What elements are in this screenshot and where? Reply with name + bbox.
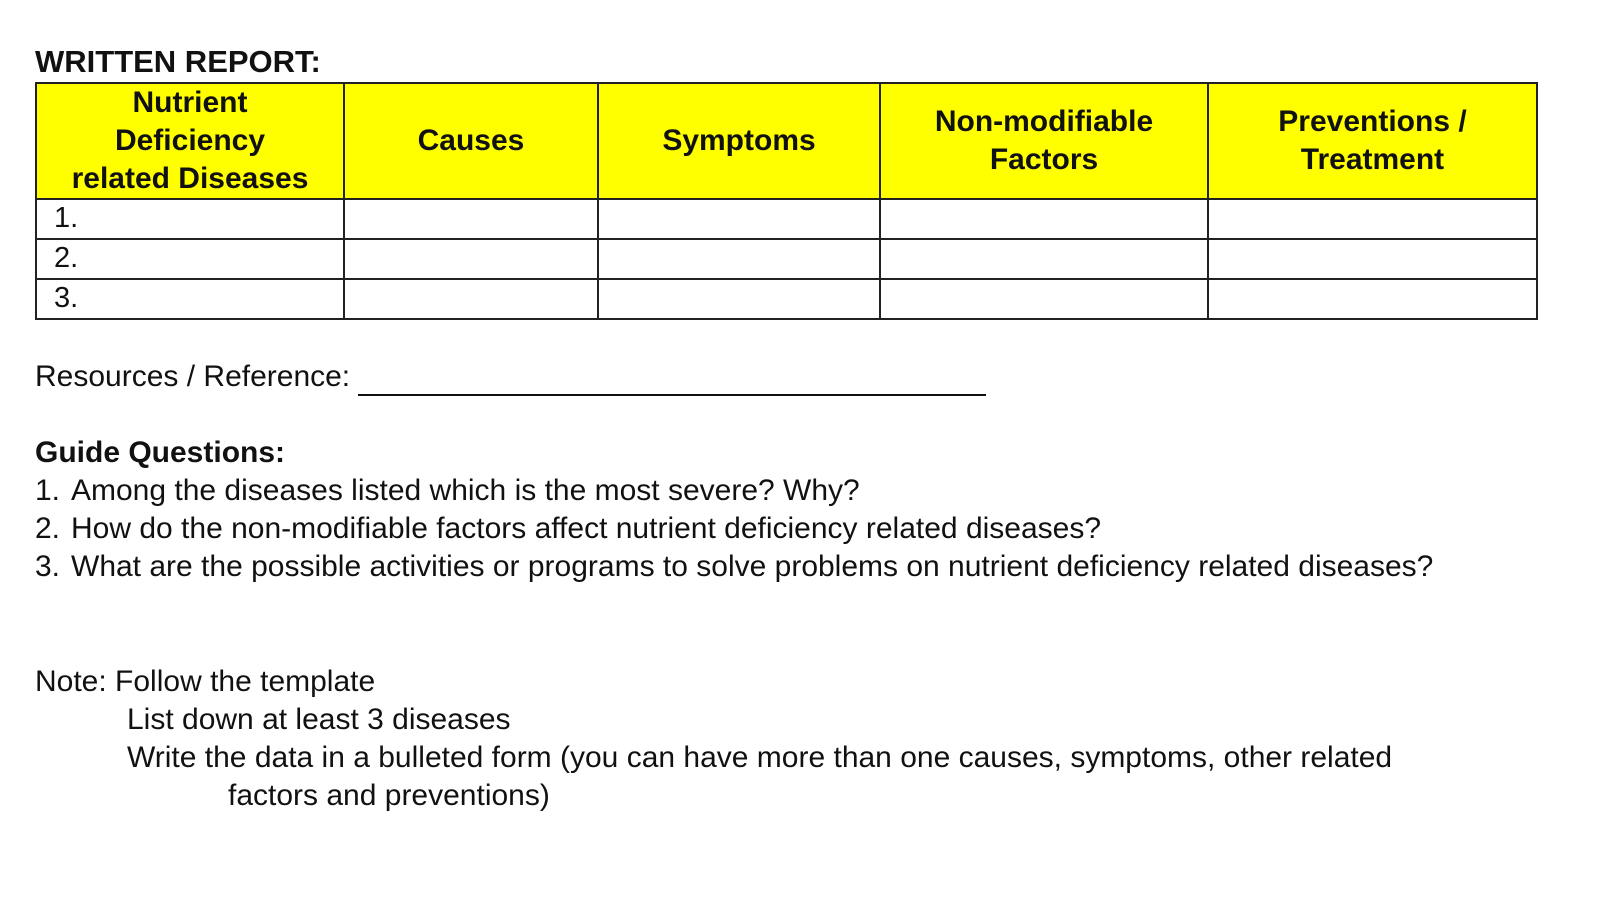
- note-line: List down at least 3 diseases: [127, 703, 511, 736]
- list-item: [35, 548, 1565, 586]
- row-number: 1.: [54, 202, 79, 234]
- header-symptoms: Symptoms: [598, 83, 880, 199]
- note-line: Write the data in a bulleted form (you can have more than one causes, symptoms, other related: [127, 741, 1393, 774]
- factors-cell[interactable]: [880, 199, 1208, 239]
- disease-cell[interactable]: [36, 279, 344, 319]
- question-number: 1.: [35, 474, 61, 507]
- question-text: Among the diseases listed which is the most severe? Why?: [71, 474, 860, 507]
- causes-cell[interactable]: [344, 199, 598, 239]
- symptoms-cell[interactable]: [598, 199, 880, 239]
- note-section: [35, 663, 1565, 815]
- symptoms-cell[interactable]: [598, 239, 880, 279]
- disease-cell[interactable]: [36, 199, 344, 239]
- table-row: [36, 199, 1537, 239]
- table-header-row: [36, 83, 1537, 199]
- preventions-cell[interactable]: [1208, 279, 1537, 319]
- note-line: factors and preventions): [228, 779, 550, 812]
- row-number: 2.: [54, 242, 79, 274]
- factors-cell[interactable]: [880, 239, 1208, 279]
- causes-cell[interactable]: [344, 239, 598, 279]
- guide-questions-title: Guide Questions:: [35, 436, 286, 469]
- symptoms-cell[interactable]: [598, 279, 880, 319]
- preventions-cell[interactable]: [1208, 239, 1537, 279]
- header-preventions-treatment: Preventions / Treatment: [1208, 83, 1537, 199]
- report-title: WRITTEN REPORT:: [35, 44, 321, 79]
- resources-reference: [35, 358, 986, 396]
- question-text: What are the possible activities or programs to solve problems on nutrient deficiency related diseases?: [71, 550, 1434, 583]
- row-number: 3.: [54, 282, 79, 314]
- report-table: [35, 82, 1538, 320]
- note-line: Note: Follow the template: [35, 665, 376, 698]
- preventions-cell[interactable]: [1208, 199, 1537, 239]
- guide-questions: [35, 434, 1565, 586]
- question-text: How do the non-modifiable factors affect nutrient deficiency related diseases?: [71, 512, 1102, 545]
- table-row: [36, 239, 1537, 279]
- question-number: 3.: [35, 550, 61, 583]
- factors-cell[interactable]: [880, 279, 1208, 319]
- guide-questions-list: [35, 472, 1565, 586]
- disease-cell[interactable]: [36, 239, 344, 279]
- resources-blank-line[interactable]: [358, 362, 986, 396]
- question-number: 2.: [35, 512, 61, 545]
- list-item: [35, 510, 1565, 548]
- resources-label: Resources / Reference:: [35, 360, 351, 393]
- header-non-modifiable-factors: Non-modifiable Factors: [880, 83, 1208, 199]
- header-diseases: Nutrient Deficiency related Diseases: [36, 83, 344, 199]
- causes-cell[interactable]: [344, 279, 598, 319]
- header-causes: Causes: [344, 83, 598, 199]
- table-row: [36, 279, 1537, 319]
- list-item: [35, 472, 1565, 510]
